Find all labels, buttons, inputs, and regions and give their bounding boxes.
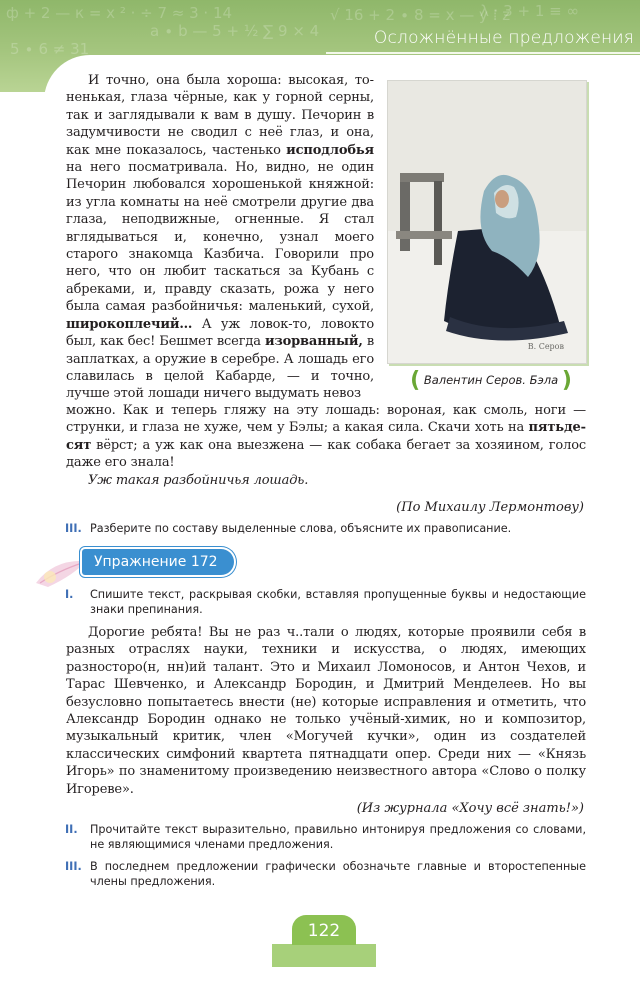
task-iii-sentence-parts [66, 859, 586, 889]
caption-author: Валентин Серов [423, 373, 523, 387]
exercise-text [66, 624, 586, 798]
highlighted-word: широкоплечий… [66, 316, 193, 332]
task-ii-read-aloud [66, 822, 586, 852]
task-number: III. [65, 860, 82, 873]
task-iii-morphemes [66, 521, 586, 536]
task-text: Разберите по составу выделенные слова, объясните их правописание. [90, 522, 512, 535]
caption-bracket-left: ( [410, 368, 421, 393]
task-number: I. [65, 588, 74, 601]
excerpt-text: И точно, она была хороша: высокая, тоненькая, глаза чёрные, как у горной серны, так и заглядывали к вам в душу. Печорин в задумчивости не сводил с неё глаз, и она, как мне показалось, частенько [66, 73, 374, 158]
task-text: Спишите текст, раскрывая скобки, вставляя пропущенные буквы и недостающие знаки препинания. [90, 588, 586, 616]
highlighted-word: исподлобья [286, 142, 374, 158]
excerpt-text: А уж ловок-то, ловокто был, как бес! Бешмет всегда [66, 316, 374, 350]
task-text: Прочитайте текст выразительно, правильно интонируя предложения со словами, не являющимися членами предложения. [90, 823, 586, 851]
highlighted-word: изорванный, [264, 334, 363, 350]
page-number: 122 [292, 915, 356, 945]
task-i-copy-text [66, 587, 586, 617]
task-text: В последнем предложении графически обозначьте главные и второстепенные члены предложения. [90, 860, 586, 888]
excerpt-wide-column [66, 402, 586, 489]
section-title: Осложнённые предложения [373, 28, 634, 48]
painting-illustration [387, 80, 587, 364]
title-underline [326, 52, 640, 54]
task-number: III. [65, 522, 82, 535]
caption-title: . Бэла [522, 373, 559, 387]
painting-bela-image [388, 81, 586, 363]
task-number: II. [65, 823, 78, 836]
caption-bracket-right: ) [561, 368, 572, 393]
highlighted-word: пятьдесят [66, 420, 586, 453]
header-band: ф + 2 — к = x ² · ÷ 7 ≈ 3 · 14 a ∙ b — 5 + ½ ∑ 9 × 4 √ 16 + 2 ∙ 8 = x — y ⁞ z 5 ∙ 6 ≠ 31 λ · 3 + 1 ≡ ∞ [0, 0, 640, 92]
excerpt-text: вёрст; а уж как она выезжена — как собака бегает за хозяином, голос даже его знала! [66, 437, 586, 471]
exercise-paragraph: Дорогие ребята! Вы не раз ч..тали о людях, которые проявили себя в разных отраслях науки, техники и искусства, о людях, имеющих разносторо(н, нн)ий талант. Это и Михаил Ломоносов, и Антон Чехов, и Тарас Шевченко, и Александр Бородин, и Дмитрий Менделеев. Но вы безусловно попытаетесь внести (не) которые исправления и отметить, что Александр Бородин однако не только учёный-химик, но и композитор, музыкальный критик, член «Могучей кучки», один из создателей классических симфоний квартета пятнадцати опер. Среди них — «Князь Игорь» по знаменитому произведению неизвестного автора «Слово о полку Игореве». [66, 625, 586, 797]
exercise-badge: Упражнение 172 [82, 549, 234, 575]
excerpt-paragraph [66, 72, 374, 403]
excerpt-closing-line: Уж такая разбойничья лошадь. [88, 472, 309, 488]
excerpt-source: (По Михаилу Лермонтову) [396, 500, 584, 515]
exercise-source: (Из журнала «Хочу всё знать!») [356, 801, 584, 816]
excerpt-paragraph [66, 402, 586, 472]
painting-signature: В. Серов [527, 342, 564, 351]
excerpt-text: можно. Как и теперь гляжу на эту лошадь: вороная, как смоль, ноги — струнки, и глаза не хуже, чем у Бэлы; а какая сила. Скачи хоть на [66, 403, 586, 436]
page-number-base [272, 944, 376, 967]
excerpt-text: на него посматривала. Но, видно, не один Печорин любовался хорошенькой княжной: из угла комнаты на неё смотрели другие два глаза, неподвижные, огненные. Я стал вглядываться и, конечно, узнал моего старого знакомца Казбича. Говорили про него, что он любит таскаться за Кубань с абреками, и, правду сказать, рожа у него была самая разбойничья: маленький, сухой, [66, 160, 374, 315]
excerpt-text: в заплатках, а оружие в серебре. А лошадь его славилась в целой Кабарде, — и точно, лучше этой лошади ничего выдумать невоз [66, 334, 374, 402]
excerpt-narrow-column [66, 72, 374, 403]
painting-caption [402, 368, 580, 393]
